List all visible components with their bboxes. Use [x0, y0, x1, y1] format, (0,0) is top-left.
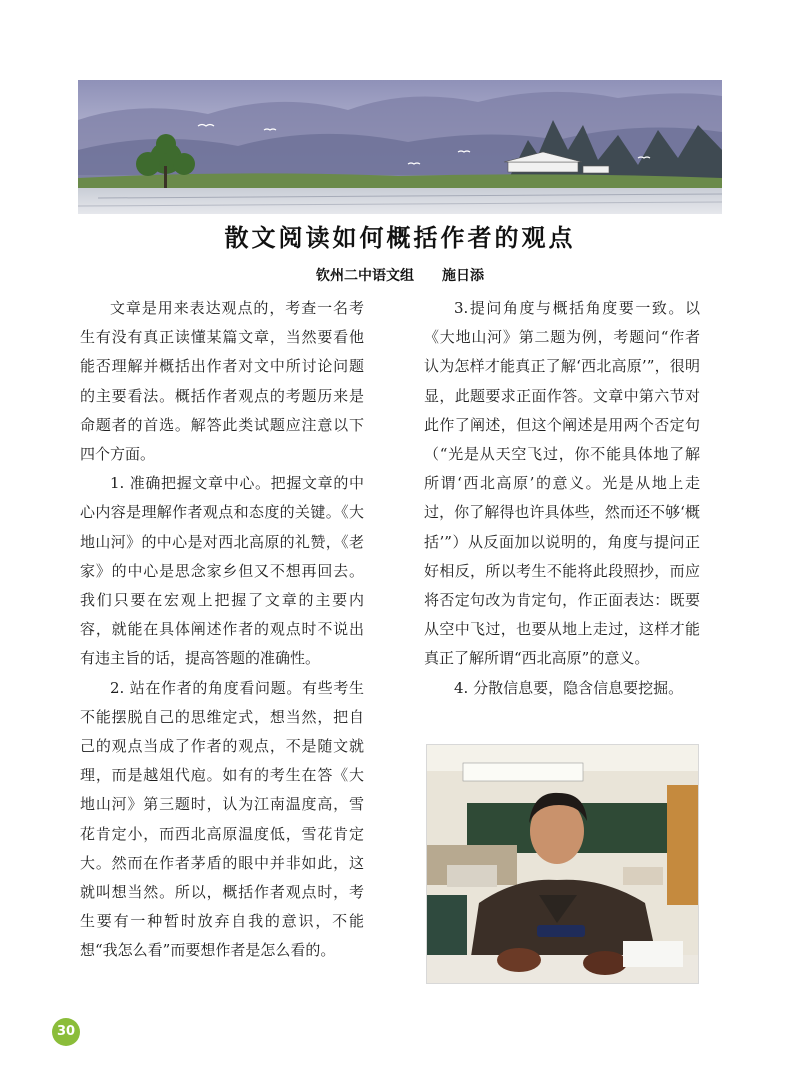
author-photo: [426, 744, 699, 984]
article-title: 散文阅读如何概括作者的观点: [224, 223, 576, 252]
author-organization: 钦州二中语文组: [316, 268, 414, 284]
right-text-column: [424, 294, 700, 703]
paragraph: 文章是用来表达观点的，考查一名考生有没有真正读懂某篇文章，当然要看他能否理解并概括出作者对文中所讨论问题的主要看法。概括作者观点的考题历来是命题者的首选。解答此类试题应注意以下四个方面。: [80, 299, 364, 464]
article-byline: [0, 265, 800, 285]
paragraph: 3.提问角度与概括角度要一致。以《大地山河》第二题为例，考题问“作者认为怎样才能真正了解‘西北高原’”，很明显，此题要求正面作答。文章中第六节对此作了阐述，但这个阐述是用两个否定句（“光是从天空飞过，你不能具体地了解所谓‘西北高原’的意义。光是从地上走过，你了解得也许具体些，然而还不够‘概括’”）从反面加以说明的，角度与提问正好相反，所以考生不能将此段照抄，而应将否定句改为肯定句，作正面表达：既要从空中飞过，也要从地上走过，这样才能真正了解所谓“西北高原”的意义。: [424, 299, 700, 668]
page-number-badge: 30: [52, 1018, 80, 1046]
paragraph: 4. 分散信息要，隐含信息要挖掘。: [454, 678, 684, 697]
left-text-column: [80, 294, 364, 966]
author-name: 施日添: [442, 268, 484, 284]
paragraph: 2. 站在作者的角度看问题。有些考生不能摆脱自己的思维定式，想当然，把自己的观点当成了作者的观点，不是随文就理，而是越俎代庖。如有的考生在答《大地山河》第三题时，认为江南温度高，雪花肯定小，而西北高原温度低，雪花肯定大。然而在作者茅盾的眼中并非如此，这就叫想当然。所以，概括作者观点时，考生要有一种暂时放弃自我的意识，不能想“我怎么看”而要想作者是怎么看的。: [80, 678, 364, 960]
paragraph: 1. 准确把握文章中心。把握文章的中心内容是理解作者观点和态度的关键。《大地山河》的中心是对西北高原的礼赞，《老家》的中心是思念家乡但又不想再回去。我们只要在宏观上把握了文章的主要内容，就能在具体阐述作者的观点时不说出有违主旨的话，提高答题的准确性。: [80, 474, 364, 668]
header-landscape-banner: [78, 80, 722, 214]
